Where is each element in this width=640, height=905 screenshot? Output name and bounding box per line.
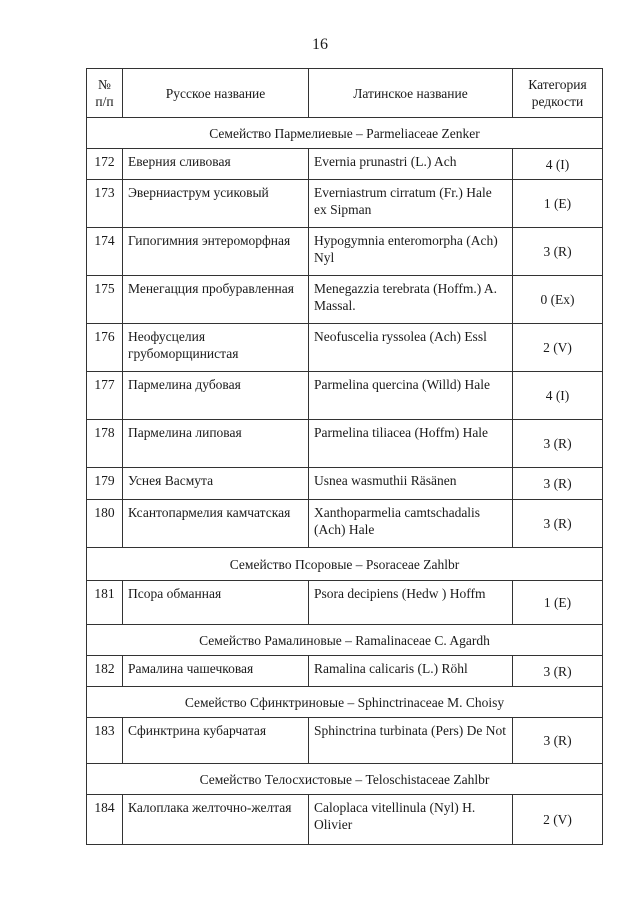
- species-row: [87, 718, 603, 764]
- species-row: [87, 656, 603, 687]
- family-heading: Семейство Рамалиновые – Ramalinaceae C. Agardh: [87, 625, 603, 656]
- header-rarity-category: Категория редкости: [513, 69, 603, 118]
- rarity-category: 3 (R): [513, 718, 603, 764]
- species-row: [87, 180, 603, 228]
- rarity-category: 2 (V): [513, 324, 603, 372]
- family-row: [87, 764, 603, 795]
- latin-name: Hypogymnia enteromorpha (Ach) Nyl: [309, 228, 513, 276]
- latin-name: Evernia prunastri (L.) Ach: [309, 149, 513, 180]
- russian-name: Калоплака желточно-желтая: [123, 795, 309, 845]
- species-number: 172: [87, 149, 123, 180]
- rare-species-table: [86, 68, 603, 845]
- latin-name: Parmelina quercina (Willd) Hale: [309, 372, 513, 420]
- species-number: 173: [87, 180, 123, 228]
- table-header-row: [87, 69, 603, 118]
- rarity-category: 0 (Ex): [513, 276, 603, 324]
- latin-name: Xanthoparmelia camtschadalis (Ach) Hale: [309, 500, 513, 548]
- species-number: 177: [87, 372, 123, 420]
- rarity-category: 3 (R): [513, 468, 603, 500]
- latin-name: Sphinctrina turbinata (Pers) De Not: [309, 718, 513, 764]
- russian-name: Пармелина липовая: [123, 420, 309, 468]
- species-number: 184: [87, 795, 123, 845]
- species-number: 183: [87, 718, 123, 764]
- rarity-category: 4 (I): [513, 149, 603, 180]
- rarity-category: 1 (E): [513, 581, 603, 625]
- latin-name: Parmelina tiliacea (Hoffm) Hale: [309, 420, 513, 468]
- latin-name: Neofuscelia ryssolea (Ach) Essl: [309, 324, 513, 372]
- family-row: [87, 548, 603, 581]
- species-row: [87, 468, 603, 500]
- latin-name: Ramalina calicaris (L.) Röhl: [309, 656, 513, 687]
- latin-name: Psora decipiens (Hedw ) Hoffm: [309, 581, 513, 625]
- latin-name: Menegazzia terebrata (Hoffm.) A. Massal.: [309, 276, 513, 324]
- rarity-category: 3 (R): [513, 228, 603, 276]
- species-row: [87, 795, 603, 845]
- russian-name: Рамалина чашечковая: [123, 656, 309, 687]
- russian-name: Псора обманная: [123, 581, 309, 625]
- table-body: [87, 118, 603, 845]
- russian-name: Менегацция пробуравленная: [123, 276, 309, 324]
- species-row: [87, 372, 603, 420]
- species-row: [87, 420, 603, 468]
- family-heading: Семейство Сфинктриновые – Sphinctrinaceae M. Choisy: [87, 687, 603, 718]
- family-row: [87, 625, 603, 656]
- russian-name: Ксантопармелия камчатская: [123, 500, 309, 548]
- header-russian-name: Русское название: [123, 69, 309, 118]
- species-number: 174: [87, 228, 123, 276]
- page-number: 16: [312, 36, 328, 53]
- rarity-category: 4 (I): [513, 372, 603, 420]
- species-row: [87, 276, 603, 324]
- russian-name: Еверния сливовая: [123, 149, 309, 180]
- species-row: [87, 500, 603, 548]
- species-number: 182: [87, 656, 123, 687]
- rarity-category: 3 (R): [513, 500, 603, 548]
- species-number: 181: [87, 581, 123, 625]
- russian-name: Эверниаструм усиковый: [123, 180, 309, 228]
- rarity-category: 3 (R): [513, 420, 603, 468]
- species-row: [87, 149, 603, 180]
- species-number: 176: [87, 324, 123, 372]
- species-row: [87, 581, 603, 625]
- family-heading: Семейство Пармелиевые – Parmeliaceae Zenker: [87, 118, 603, 149]
- russian-name: Уснея Васмута: [123, 468, 309, 500]
- russian-name: Гипогимния энтероморфная: [123, 228, 309, 276]
- rarity-category: 3 (R): [513, 656, 603, 687]
- species-row: [87, 228, 603, 276]
- family-heading: Семейство Телосхистовые – Teloschistaceae Zahlbr: [87, 764, 603, 795]
- species-number: 179: [87, 468, 123, 500]
- species-number: 175: [87, 276, 123, 324]
- species-number: 180: [87, 500, 123, 548]
- family-heading: Семейство Псоровые – Psoraceae Zahlbr: [87, 548, 603, 581]
- latin-name: Usnea wasmuthii Räsänen: [309, 468, 513, 500]
- header-num: № п/п: [87, 69, 123, 118]
- family-row: [87, 118, 603, 149]
- species-number: 178: [87, 420, 123, 468]
- header-latin-name: Латинское название: [309, 69, 513, 118]
- rarity-category: 2 (V): [513, 795, 603, 845]
- russian-name: Сфинктрина кубарчатая: [123, 718, 309, 764]
- latin-name: Caloplaca vitellinula (Nyl) H. Olivier: [309, 795, 513, 845]
- species-row: [87, 324, 603, 372]
- russian-name: Неофусцелия грубоморщинистая: [123, 324, 309, 372]
- family-row: [87, 687, 603, 718]
- rarity-category: 1 (E): [513, 180, 603, 228]
- latin-name: Everniastrum cirratum (Fr.) Hale ex Sipman: [309, 180, 513, 228]
- russian-name: Пармелина дубовая: [123, 372, 309, 420]
